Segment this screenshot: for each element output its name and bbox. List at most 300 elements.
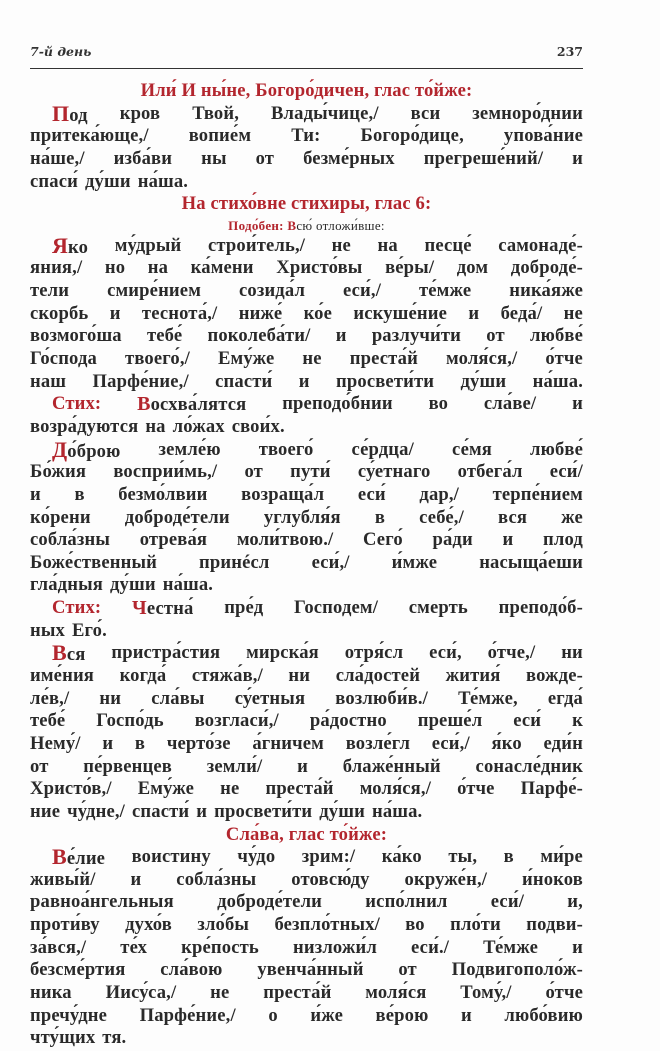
page-number: 237	[556, 44, 583, 59]
word: возлюби́в./	[335, 687, 428, 709]
word: Христо́в,/	[30, 778, 112, 800]
word: безпло́тных/	[274, 914, 380, 936]
word: черто́зе	[166, 732, 231, 754]
drop-initial: Д	[52, 436, 68, 462]
stich-label: Стих:	[52, 393, 102, 415]
rubric-heading	[30, 80, 583, 103]
word: не	[302, 348, 322, 370]
word: еси́./	[411, 936, 450, 958]
word: принéсл	[199, 551, 270, 573]
word: сла́ве/	[483, 393, 537, 415]
text-line	[30, 710, 583, 733]
word: Твой,	[192, 102, 240, 124]
book-page	[30, 0, 583, 1051]
text-line	[30, 552, 583, 575]
word: ду́ши	[319, 800, 365, 822]
word: кре́пость	[181, 936, 259, 958]
word: за́вся,/	[30, 936, 87, 958]
stich-label: Стих:	[52, 597, 102, 619]
word: се́мя	[451, 438, 492, 460]
word: ни	[561, 642, 583, 664]
text-line	[30, 891, 583, 914]
word: чту́щих	[30, 1027, 96, 1049]
word: восприи́мь,/	[113, 461, 218, 483]
word: Христо́вы	[276, 257, 363, 279]
word: яния,/	[30, 257, 83, 279]
word: ных	[30, 619, 65, 641]
word: терпе́нием	[492, 483, 583, 505]
text-line	[30, 371, 583, 394]
verse-opening: Ве́лие	[52, 844, 106, 870]
word: ду́ши	[109, 574, 156, 596]
word: не	[210, 981, 230, 1003]
podoben-text	[228, 216, 385, 235]
drop-initial: В	[52, 844, 67, 870]
word: о	[268, 1004, 278, 1026]
word: моли́твою./	[236, 529, 334, 551]
word: на́ша.	[532, 370, 583, 392]
word: и	[335, 325, 347, 347]
stich-line	[30, 597, 583, 620]
word: еси́	[357, 483, 386, 505]
word: Ему́же	[137, 778, 195, 800]
word: и,	[567, 891, 583, 913]
word: от	[244, 461, 263, 483]
word: тебе́	[146, 325, 183, 347]
podoben-label: Подо́бен:	[228, 217, 284, 233]
word: самонаде́-	[498, 234, 583, 256]
word: упова́ние	[503, 125, 583, 147]
word: ты,	[448, 846, 478, 868]
word: а́гничем	[252, 732, 324, 754]
word: испо́лнил	[365, 891, 448, 913]
text-line	[30, 325, 583, 348]
text-line-last	[30, 416, 583, 439]
word: те́х	[120, 936, 148, 958]
word: спаси́	[30, 170, 78, 192]
word: не	[563, 302, 583, 324]
word: но	[104, 257, 126, 279]
word: вожде-	[526, 665, 583, 687]
word: преста́й	[349, 348, 418, 370]
word: и	[468, 302, 480, 324]
word: окруже́н,/	[404, 868, 488, 890]
word: воистину	[131, 846, 211, 868]
word: ло́жах	[172, 415, 225, 437]
word: во	[428, 393, 449, 415]
text-line-last	[30, 620, 583, 643]
header-rule	[30, 68, 583, 69]
word: Иису́са,/	[105, 981, 177, 1003]
word: ра́ди	[432, 529, 473, 551]
text-line	[30, 348, 583, 371]
running-header	[30, 44, 583, 64]
word: о́тче	[545, 348, 583, 370]
text-line	[30, 125, 583, 148]
word: гла́дныя	[30, 574, 103, 596]
word: ка́ко	[381, 846, 422, 868]
word: возле́гл	[345, 732, 411, 754]
word: твоего́,/	[125, 348, 190, 370]
text-line	[30, 507, 583, 530]
word: еси́,/	[343, 280, 382, 302]
word: в	[374, 506, 386, 528]
word: преста́й	[265, 778, 334, 800]
word: сла́вою	[160, 959, 223, 981]
word: еси́	[513, 710, 542, 732]
word: еси́,	[429, 642, 462, 664]
word: проти́ву	[30, 914, 100, 936]
word: се́рдца/	[351, 438, 414, 460]
word: любве́	[530, 438, 583, 460]
word: безме́рных	[303, 147, 395, 169]
word: вопие́м	[188, 125, 252, 147]
word: пре́д	[224, 597, 264, 619]
word: преподо́б-	[498, 597, 583, 619]
word: су́етныя	[234, 687, 306, 709]
text-line	[30, 257, 583, 280]
text-line-last	[30, 1027, 583, 1050]
verse-opening: Под	[52, 100, 88, 126]
page-body	[30, 80, 583, 1050]
word: и	[109, 302, 121, 324]
word: жития́	[445, 665, 501, 687]
word: тебе́	[30, 710, 66, 732]
word: насыща́еши	[479, 551, 583, 573]
word: в	[74, 483, 85, 505]
word: прегреше́ний/	[423, 147, 544, 169]
word: Госпо́дь	[96, 710, 164, 732]
running-title: 7-й день	[30, 44, 92, 59]
word: име́ния	[30, 665, 95, 687]
drop-initial: Я	[52, 232, 69, 258]
word: о́тче	[545, 981, 583, 1003]
text-line	[30, 529, 583, 552]
word: еси́/	[549, 461, 583, 483]
word: доброде́тели	[217, 891, 323, 913]
word: строи́тель,/	[207, 234, 306, 256]
word: еди́н	[543, 732, 583, 754]
word: безмо́лвии	[118, 483, 208, 505]
word: собла́зны	[176, 868, 257, 890]
text-line-last	[30, 801, 583, 824]
word: любо́вию	[504, 1004, 583, 1026]
word: наш	[30, 370, 67, 392]
word: в	[503, 846, 514, 868]
word: спасти́	[215, 370, 273, 392]
word: искуше́ние	[353, 302, 448, 324]
word: Влады́чице,/	[270, 102, 379, 124]
word: еси́/	[490, 891, 525, 913]
text-line	[30, 303, 583, 326]
word: скорбь	[30, 302, 89, 324]
drop-initial: В	[137, 393, 151, 416]
text-line	[30, 484, 583, 507]
word: еси́,/	[311, 551, 350, 573]
heading-text: На стихо́вне стихиры, глас 6:	[181, 193, 432, 215]
text-line	[30, 937, 583, 960]
word: на́ше,/	[30, 147, 85, 169]
word: отрева́я	[139, 529, 208, 551]
word: тели	[30, 280, 70, 302]
word: ду́ши	[84, 170, 131, 192]
word: свои́х.	[231, 415, 285, 437]
verse-first-line	[30, 642, 583, 665]
verse-first-line	[30, 100, 583, 126]
text-line	[30, 982, 583, 1005]
word: плод	[543, 529, 583, 551]
word: на́ша.	[162, 574, 214, 596]
word: преста́й	[263, 981, 332, 1003]
word: моля́ся,/	[446, 348, 518, 370]
word: от	[255, 147, 275, 169]
word: любве́	[530, 325, 583, 347]
word: песце́	[424, 234, 472, 256]
word: блаже́нный	[342, 755, 441, 777]
word: разлучи́ти	[371, 325, 462, 347]
word: от	[486, 325, 505, 347]
word: же	[561, 506, 583, 528]
word: преподо́бнии	[282, 393, 393, 415]
word: сла́вы	[151, 687, 205, 709]
word: еси́,/	[431, 732, 470, 754]
word: притека́юще,/	[30, 125, 149, 147]
word: о́тче	[457, 778, 495, 800]
word: и	[196, 800, 208, 822]
podoben-line	[30, 216, 583, 235]
verse-opening: До́брою	[52, 436, 121, 462]
podoben-incipit: сю́ отложи́вше:	[296, 217, 385, 233]
word: земли́/	[206, 755, 263, 777]
word: на́ша.	[137, 170, 189, 192]
word: егда́	[547, 687, 583, 709]
word: духо́в	[125, 914, 172, 936]
text-line	[30, 280, 583, 303]
word: смире́нием	[107, 280, 202, 302]
word: Те́мже,	[458, 687, 518, 709]
word: о́тче,/	[487, 642, 536, 664]
word: углубля́я	[263, 506, 341, 528]
word: Парфе́ние,/	[139, 1004, 236, 1026]
word: отовсю́ду	[291, 868, 370, 890]
word: теснота́,/	[141, 302, 218, 324]
word: Ему́же	[218, 348, 275, 370]
word: и	[572, 393, 583, 415]
word: стяжа́в,/	[191, 665, 263, 687]
word: дом	[456, 257, 489, 279]
word: просвети́ти	[336, 370, 435, 392]
word: Тому́,/	[460, 981, 512, 1003]
text-line	[30, 959, 583, 982]
word: и	[102, 732, 114, 754]
word: вси	[410, 102, 441, 124]
word: подви-	[526, 914, 583, 936]
word: чу́дне,/	[67, 800, 125, 822]
drop-initial: Ч	[132, 597, 147, 620]
word: зло́бы	[197, 914, 250, 936]
word: тя.	[102, 1027, 127, 1049]
word: безсме́ртия	[30, 959, 126, 981]
text-line	[30, 688, 583, 711]
text-line	[30, 148, 583, 171]
word: ра́достно	[309, 710, 387, 732]
text-line-last	[30, 574, 583, 597]
text-line	[30, 665, 583, 688]
word: и	[30, 483, 41, 505]
word: Нему́/	[30, 732, 81, 754]
word: живы́й/	[30, 868, 96, 890]
word: отбега́л	[457, 461, 523, 483]
word: и́мже	[391, 551, 438, 573]
word: Богоро́дице,	[360, 125, 464, 147]
rubric-heading	[30, 824, 583, 847]
word: поколеба́ти/	[207, 325, 311, 347]
verse-first-line	[30, 232, 583, 258]
word: Парфе́ние,/	[92, 370, 189, 392]
text-line-last	[30, 171, 583, 194]
verse-opening: Вся	[52, 640, 86, 666]
word: ле́в,/	[30, 687, 70, 709]
text-line	[30, 914, 583, 937]
word: и	[130, 868, 142, 890]
word: возмого́ша	[30, 325, 122, 347]
word: ны	[201, 147, 227, 169]
word: отря́сл	[344, 642, 404, 664]
word: му́дрый	[114, 234, 182, 256]
word: преше́л	[417, 710, 483, 732]
word: и	[297, 755, 308, 777]
word: не	[331, 234, 351, 256]
word: Бо́жия	[30, 461, 87, 483]
word: доброде́-	[510, 257, 583, 279]
word: Те́мже	[483, 936, 538, 958]
word: моля́ся,/	[359, 778, 432, 800]
word: низложи́л	[292, 936, 377, 958]
word: на́ша.	[371, 800, 423, 822]
word: ко́рени	[30, 506, 91, 528]
word: Парфе́-	[520, 778, 583, 800]
word: и	[502, 529, 514, 551]
word: созида́л	[238, 280, 306, 302]
word: ко́е	[303, 302, 333, 324]
word: вся	[498, 506, 528, 528]
word: Подвигополо́ж-	[451, 959, 583, 981]
heading-text: Сла́ва, глас то́йже:	[225, 823, 388, 845]
word: ве́ры/	[385, 257, 435, 279]
word: я́ко	[491, 732, 522, 754]
text-line	[30, 733, 583, 756]
word: ниже́	[238, 302, 283, 324]
word: Го́спода	[30, 348, 97, 370]
word: и́же	[310, 1004, 343, 1026]
word: пло́ти	[450, 914, 501, 936]
stich-opening: Восхва́лятся	[137, 393, 247, 416]
stich-line	[30, 393, 583, 416]
word: на	[145, 415, 166, 437]
verse-first-line	[30, 846, 583, 869]
word: в	[134, 732, 146, 754]
verse-opening: Яко	[52, 232, 89, 258]
heading-text: Или́ И ны́не, Богоро́дичен, глас то́йже:	[140, 80, 473, 101]
word: изба́ви	[113, 147, 173, 169]
word: на	[147, 257, 169, 279]
word: от	[30, 755, 49, 777]
text-line	[30, 778, 583, 801]
podoben-initial: В	[287, 217, 297, 233]
word: кров	[119, 102, 161, 124]
word: ве́рою	[375, 1004, 429, 1026]
word: ка́мени	[190, 257, 254, 279]
word: ние	[30, 800, 61, 822]
word: просвети́ти	[214, 800, 313, 822]
stich-opening: Честна́	[132, 597, 194, 620]
word: и́ноков	[522, 868, 583, 890]
word: увенча́нный	[257, 959, 364, 981]
word: те́мже	[418, 280, 472, 302]
word: пристра́стия	[111, 642, 221, 664]
word: во	[405, 914, 425, 936]
text-line	[30, 1005, 583, 1028]
word: беда́/	[500, 302, 543, 324]
word: ду́ши	[460, 370, 507, 392]
word: су́етнаго	[357, 461, 431, 483]
word: собла́зны	[30, 529, 111, 551]
word: земле́ю	[158, 438, 221, 460]
word: не	[220, 778, 240, 800]
word: возраща́л	[241, 483, 325, 505]
word: смерть	[408, 597, 468, 619]
drop-initial: П	[52, 100, 70, 126]
word: возра́дуются	[30, 415, 139, 437]
word: возгласи́,/	[194, 710, 279, 732]
word: когда́	[119, 665, 167, 687]
word: от	[398, 959, 417, 981]
word: чу́до	[237, 846, 276, 868]
word: пе́рвенцев	[83, 755, 172, 777]
word: ника	[30, 981, 72, 1003]
word: Сего́	[362, 529, 403, 551]
word: и	[298, 370, 310, 392]
word: доброде́тели	[124, 506, 230, 528]
word: сла́достей	[335, 665, 421, 687]
word: ми́ре	[540, 846, 583, 868]
rubric-heading	[30, 193, 583, 216]
text-line	[30, 756, 583, 779]
word: ни	[288, 665, 311, 687]
word: и	[572, 147, 583, 169]
word: дар,/	[419, 483, 459, 505]
word: твоего́	[258, 438, 314, 460]
word: спасти́	[132, 800, 190, 822]
word: себе́,/	[419, 506, 464, 528]
word: и	[460, 1004, 472, 1026]
word: Господем/	[293, 597, 379, 619]
word: моля́ся	[365, 981, 427, 1003]
word: Его́.	[71, 619, 107, 641]
word: пути́	[290, 461, 331, 483]
word: Боже́ственный	[30, 551, 157, 573]
word: равноа́нгельныя	[30, 891, 174, 913]
word: на	[377, 234, 398, 256]
word: мирска́я	[246, 642, 319, 664]
word: пречу́дне	[30, 1004, 108, 1026]
word: ника́яже	[509, 280, 583, 302]
word: сонасле́дник	[475, 755, 583, 777]
word: зрим:/	[301, 846, 356, 868]
word: земноро́днии	[472, 102, 583, 124]
drop-initial: В	[52, 640, 67, 666]
text-line	[30, 869, 583, 892]
